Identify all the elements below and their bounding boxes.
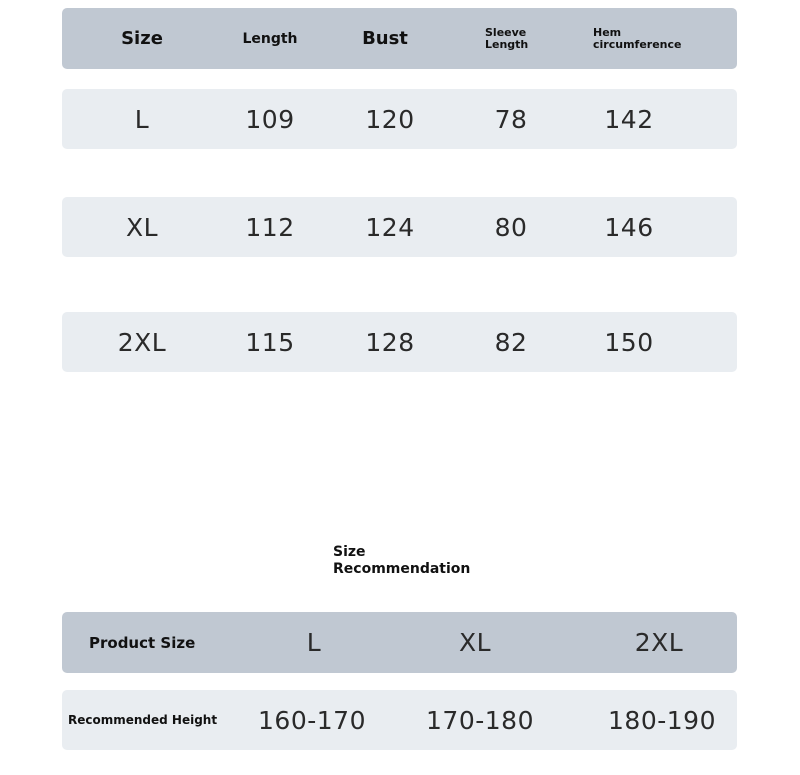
- title-line-2: Recommendation: [333, 561, 471, 577]
- product-size-label: Product Size: [89, 633, 196, 652]
- cell-size: XL: [125, 212, 159, 242]
- cell-bust: 124: [365, 212, 415, 242]
- size-table-header: [62, 8, 737, 69]
- cell-sleeve-length: 82: [494, 327, 528, 357]
- cell-hem-circumference: 146: [604, 212, 654, 242]
- recommended-height-label: Recommended Height: [68, 713, 218, 727]
- table-row: [62, 89, 737, 149]
- product-size-xl: XL: [458, 628, 492, 657]
- recommendation-row: [62, 690, 737, 750]
- height-range-xl: 170-180: [426, 705, 534, 735]
- cell-bust: 128: [365, 327, 415, 357]
- cell-bust: 120: [365, 104, 415, 134]
- cell-hem-circumference: 142: [604, 104, 654, 134]
- header-size: Size: [121, 28, 163, 49]
- cell-size: L: [134, 104, 150, 134]
- cell-size: 2XL: [117, 327, 167, 357]
- height-range-2xl: 180-190: [608, 705, 716, 735]
- product-size-2xl: 2XL: [634, 628, 684, 657]
- table-row: [62, 197, 737, 257]
- cell-length: 109: [245, 104, 295, 134]
- product-size-l: L: [306, 628, 322, 657]
- header-length: Length: [242, 30, 298, 47]
- table-row: [62, 312, 737, 372]
- header-sleeve-length: Sleeve Length: [485, 25, 529, 51]
- height-range-l: 160-170: [258, 705, 366, 735]
- size-recommendation-title: [333, 544, 493, 578]
- cell-sleeve-length: 80: [494, 212, 528, 242]
- cell-length: 115: [245, 327, 295, 357]
- header-hem-circumference: Hem circumference: [593, 25, 682, 51]
- cell-sleeve-length: 78: [494, 104, 528, 134]
- cell-hem-circumference: 150: [604, 327, 654, 357]
- header-bust: Bust: [362, 28, 408, 49]
- recommendation-header: [62, 612, 737, 673]
- title-line-1: Size: [333, 544, 366, 560]
- cell-length: 112: [245, 212, 295, 242]
